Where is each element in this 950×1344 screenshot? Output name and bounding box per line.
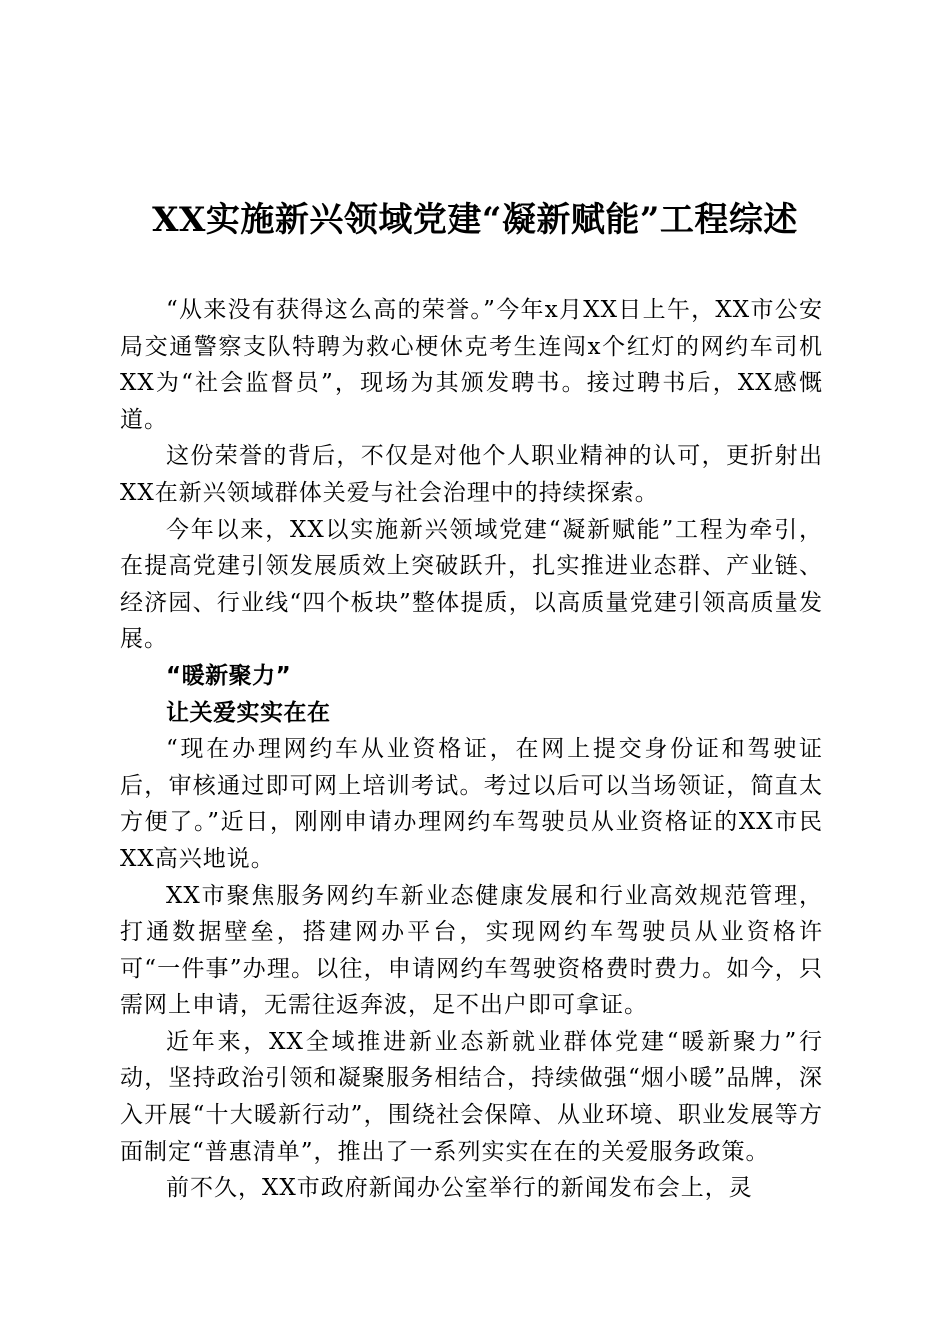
section-heading-warm: “暖新聚力” (166, 662, 292, 689)
paragraph-recent-years: 近年来，XX全域推进新业态新就业群体党建“暖新聚力”行动，坚持政治引领和凝聚服务相结合，持续做强“烟小暖”品牌，深入开展“十大暖新行动”，围绕社会保障、从业环境、职业发展等方面制定“普惠清单”，推出了一系列实实在在的关爱服务政策。 (120, 1028, 823, 1165)
paragraph-honor-background: 这份荣誉的背后，不仅是对他个人职业精神的认可，更折射出XX在新兴领域群体关爱与社会治理中的持续探索。 (120, 443, 823, 506)
paragraph-license-quote: “现在办理网约车从业资格证，在网上提交身份证和驾驶证后，审核通过即可网上培训考试。考过以后可以当场领证，简直太方便了。”近日，刚刚申请办理网约车驾驶员从业资格证的XX市民XX高兴地说。 (120, 736, 823, 872)
paragraph-intro: “从来没有获得这么高的荣誉。”今年x月XX日上午，XX市公安局交通警察支队特聘为救心梗休克考生连闯x个红灯的网约车司机XX为“社会监督员”，现场为其颁发聘书。接过聘书后，XX感慨道。 (120, 297, 823, 433)
paragraph-overview: 今年以来，XX以实施新兴领域党建“凝新赋能”工程为牵引，在提高党建引领发展质效上突破跃升，扎实推进业态群、产业链、经济园、行业线“四个板块”整体提质，以高质量党建引领高质量发展。 (120, 516, 823, 653)
section-subheading-care: 让关爱实实在在 (166, 699, 331, 726)
document-title: XX实施新兴领域党建“凝新赋能”工程综述 (152, 200, 798, 240)
paragraph-one-thing: XX市聚焦服务网约车新业态健康发展和行业高效规范管理，打通数据壁垒，搭建网办平台，实现网约车驾驶员从业资格许可“一件事”办理。以往，申请网约车驾驶资格费时费力。如今，只需网上申请，无需往返奔波，足不出户即可拿证。 (120, 882, 823, 1019)
paragraph-press-conference: 前不久，XX市政府新闻办公室举行的新闻发布会上，灵 (166, 1175, 753, 1202)
document-body (120, 292, 823, 1207)
